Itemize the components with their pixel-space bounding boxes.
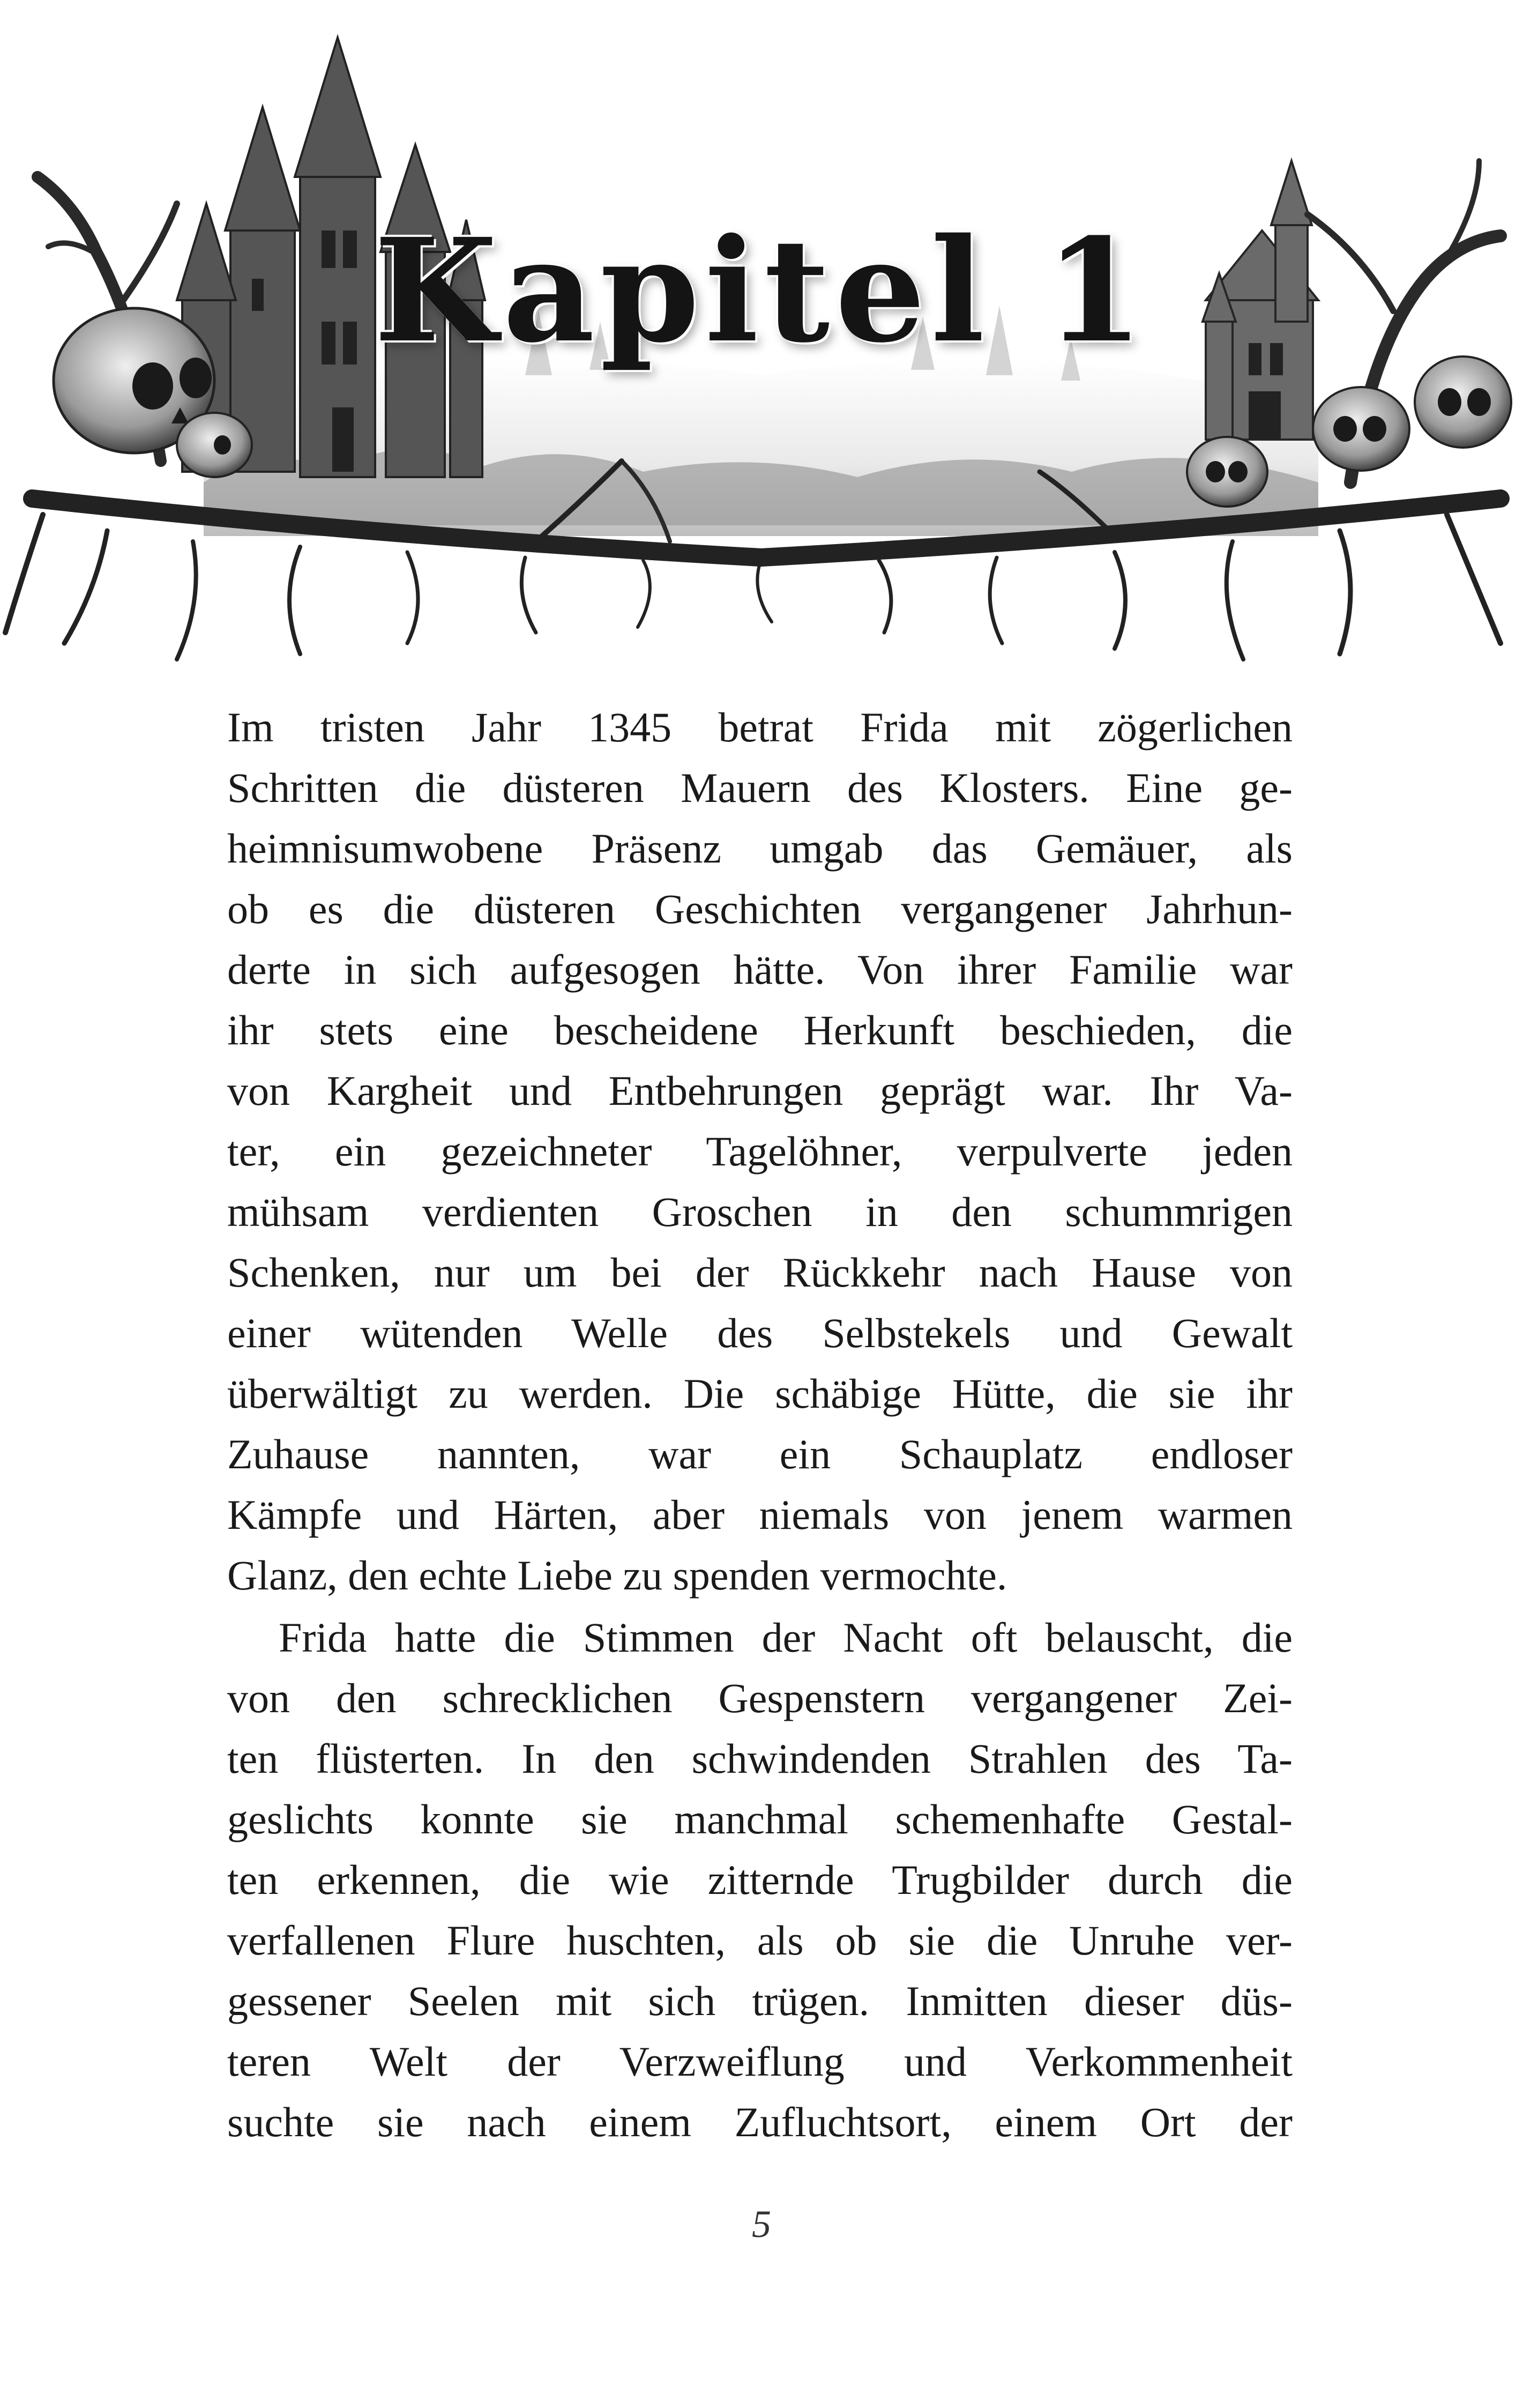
- text-line: ten erkennen, die wie zitternde Trugbilder durch die: [227, 1856, 1293, 1903]
- page-number: 5: [752, 2203, 771, 2246]
- text-line: von den schrecklichen Gespenstern vergangener Zei-: [227, 1675, 1293, 1721]
- text-line: mühsam verdienten Groschen in den schummrigen: [227, 1188, 1293, 1235]
- paragraph-1: [227, 697, 1293, 1606]
- text-line: überwältigt zu werden. Die schäbige Hütte, die sie ihr: [227, 1370, 1293, 1417]
- body-text: [227, 697, 1293, 2154]
- text-line: Glanz, den echte Liebe zu spenden vermochte.: [227, 1552, 1007, 1599]
- paragraph-2: [227, 1607, 1293, 2152]
- chapter-title: Kapitel 1: [374, 207, 1149, 374]
- text-line: Zuhause nannten, war ein Schauplatz endloser: [227, 1431, 1293, 1477]
- text-line: Schenken, nur um bei der Rückkehr nach Hause von: [227, 1249, 1293, 1296]
- text-line: teren Welt der Verzweiflung und Verkommenheit: [227, 2038, 1293, 2085]
- text-line: ter, ein gezeichneter Tagelöhner, verpulverte jeden: [227, 1128, 1293, 1175]
- text-line: geslichts konnte sie manchmal schemenhafte Gestal-: [227, 1796, 1293, 1842]
- text-line: ob es die düsteren Geschichten vergangener Jahrhun-: [227, 886, 1293, 932]
- skull-right-3: [1415, 356, 1511, 448]
- text-line: verfallenen Flure huschten, als ob sie die Unruhe ver-: [227, 1917, 1293, 1964]
- text-line: ihr stets eine bescheidene Herkunft beschieden, die: [227, 1007, 1293, 1053]
- text-line: Frida hatte die Stimmen der Nacht oft belauscht, die: [279, 1614, 1293, 1661]
- text-line: Im tristen Jahr 1345 betrat Frida mit zögerlichen: [227, 704, 1293, 750]
- skull-right-1: [1187, 437, 1267, 507]
- text-line: heimnisumwobene Präsenz umgab das Gemäuer, als: [227, 825, 1293, 872]
- skull-right-2: [1313, 387, 1409, 471]
- text-line: von Kargheit und Entbehrungen geprägt war. Ihr Va-: [227, 1067, 1293, 1114]
- text-line: suchte sie nach einem Zufluchtsort, einem Ort der: [227, 2099, 1293, 2145]
- skull-left-small: [177, 413, 252, 477]
- text-line: Schritten die düsteren Mauern des Klosters. Eine ge-: [227, 764, 1293, 811]
- text-line: derte in sich aufgesogen hätte. Von ihrer Familie war: [227, 946, 1293, 993]
- text-line: gessener Seelen mit sich trügen. Inmitten dieser düs-: [227, 1978, 1293, 2024]
- text-line: ten flüsterten. In den schwindenden Strahlen des Ta-: [227, 1735, 1293, 1782]
- text-line: einer wütenden Welle des Selbstekels und Gewalt: [227, 1310, 1293, 1356]
- text-line: Kämpfe und Härten, aber niemals von jenem warmen: [227, 1491, 1293, 1538]
